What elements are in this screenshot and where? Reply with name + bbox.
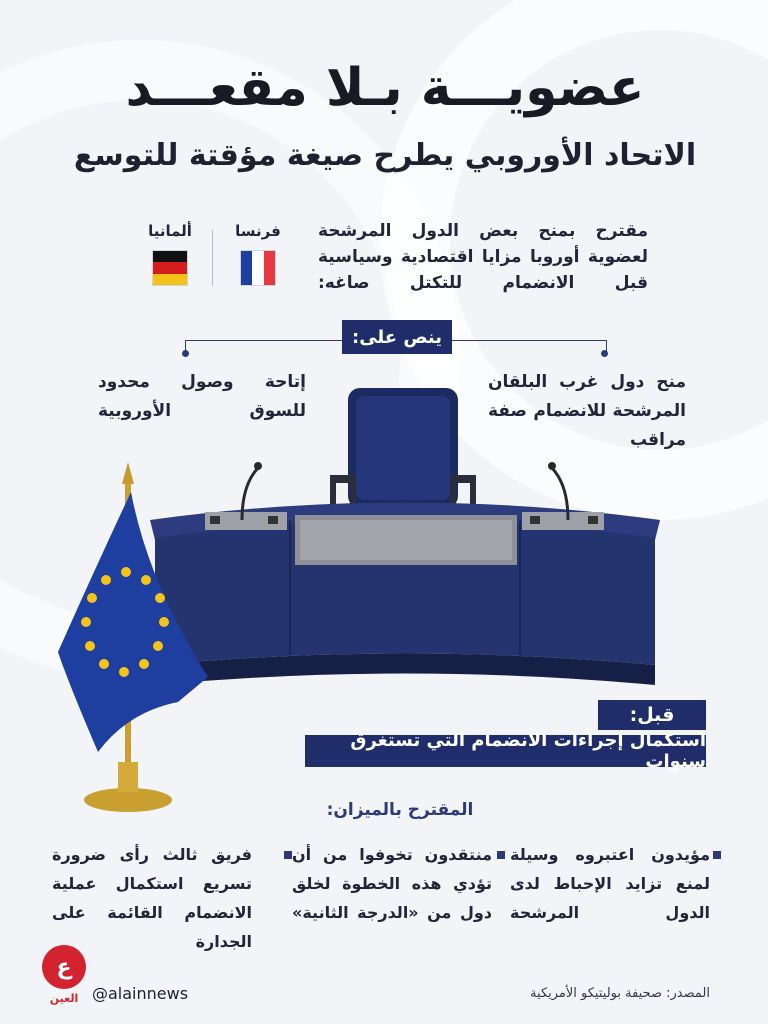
scale-label: المقترح بالميزان: (326, 800, 474, 820)
source-credit: المصدر: صحيفة بوليتيكو الأمريكية (530, 986, 710, 1001)
bullet-icon (284, 851, 292, 859)
country-name: ألمانيا (148, 222, 192, 240)
logo-name: العين (49, 992, 79, 1005)
country-france (228, 222, 288, 286)
germany-flag-icon (152, 250, 188, 286)
bracket-dot (182, 350, 189, 357)
country-germany (140, 222, 200, 286)
page-title: عضويـــة بـلا مقعـــد (125, 58, 645, 118)
country-name: فرنسا (235, 222, 281, 240)
view-third-party: فريق ثالث رأى ضرورة تسريع استكمال عملية الانضمام القائمة على الجدارة (52, 845, 252, 951)
bullet-icon (713, 851, 721, 859)
intro-text: مقترح بمنح بعض الدول المرشحة لعضوية أوروبا مزايا اقتصادية وسياسية قبل الانضمام للتكتل صاغه: (318, 221, 648, 293)
bracket-dot (601, 350, 608, 357)
france-flag-icon (240, 250, 276, 286)
empty-seat-desk-illustration (150, 380, 660, 700)
provisions-label: ينص على: (342, 320, 452, 354)
before-text: استكمال إجراءات الانضمام التي تستغرق سنوات (305, 735, 706, 767)
provision-market-access: إتاحة وصول محدود للسوق الأوروبية (98, 372, 306, 421)
view-critics: منتقدون تخوفوا من أن تؤدي هذه الخطوة لخلق دول من «الدرجة الثانية» (292, 845, 492, 922)
country-divider (212, 230, 213, 286)
view-supporters: مؤيدون اعتبروه وسيلة لمنع تزايد الإحباط لدى الدول المرشحة (510, 845, 710, 922)
before-label: قبل: (598, 700, 706, 730)
provision-observer-status: منح دول غرب البلقان المرشحة للانضمام صفة مراقب (488, 372, 686, 450)
page-subtitle: الاتحاد الأوروبي يطرح صيغة مؤقتة للتوسع (73, 138, 697, 173)
alain-logo: ع (42, 945, 86, 989)
eu-flag-icon (58, 462, 218, 822)
bullet-icon (497, 851, 505, 859)
social-handle: @alainnews (92, 984, 189, 1003)
